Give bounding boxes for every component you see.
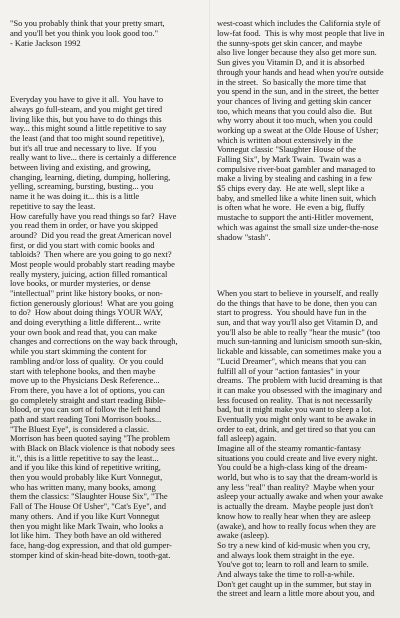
text-line: "So you probably think that your pretty smart, [10, 18, 165, 29]
text-line: changing, learning, dieting, dumping, hollering, [10, 171, 171, 182]
text-line: which was against the small size under-the-nose [217, 221, 379, 232]
text-line: - Katie Jackson 1992 [10, 37, 81, 48]
text-line: From there, you have a lot of options, you can [10, 384, 165, 395]
text-line: start with telephone books, and then maybe [10, 365, 156, 376]
text-line: between living and existing, and growing, [10, 162, 151, 173]
text-line: too, which means that you could also die. But [217, 105, 373, 116]
text-line: changes and corrections on the way back through, [10, 336, 178, 347]
text-line: Morrison has been quoted saying "The problem [10, 433, 170, 444]
text-line: world, but who is to say that the dream-world is [217, 472, 378, 483]
left-column [10, 0, 210, 580]
text-line: is often what he wore. He even a big, fluffy [217, 202, 365, 213]
paragraph [10, 95, 210, 560]
text-line: then you might like Mark Twain, who looks a [10, 520, 164, 531]
text-line: yelling, screaming, bursting, busting... you [10, 181, 154, 192]
spacer [10, 68, 210, 76]
text-line: Fall of The House Of Usher", "Cat's Eye", and [10, 501, 166, 512]
text-line: "The Bluest Eye", is considered a classic. [10, 423, 149, 434]
text-line: go completely straight and start reading Bible- [10, 394, 166, 405]
text-line: rambling and/or loss of quality. Or you could [10, 355, 164, 366]
text-line: you'll also be able to really "hear the music" (too [217, 326, 381, 337]
text-line: really want to live... there is certainly a difference [10, 152, 177, 163]
text-line: situations you could create and live every night. [217, 452, 378, 463]
text-line: You could be a high-class king of the dream- [217, 462, 368, 473]
text-line: Falling Six", by Mark Twain. Twain was a [217, 154, 361, 165]
text-line: move up to the Physicians Desk Reference... [10, 375, 160, 386]
text-line: Most people would probably start reading maybe [10, 258, 175, 269]
text-line: "intellectual" print like history books, or non- [10, 288, 163, 299]
text-line: mustache to support the anti-Hitler movement, [217, 212, 374, 223]
text-line: bad, but it might make you want to sleep a lot. [217, 404, 373, 415]
text-line: compulsive river-boat gambler and managed to [217, 163, 376, 174]
text-line: with Black on Black violence is that nobody sees [10, 443, 175, 454]
text-line: do the things that have to be done, then you can [217, 297, 377, 308]
text-line: (awake), and how to really focus when they are [217, 520, 376, 531]
text-line: first, or did you start with comic books and [10, 239, 155, 250]
text-line: it.", this is a little repetitive to say the least... [10, 452, 159, 463]
text-line: repetitive to say the least. [10, 200, 96, 211]
text-line: you spend in the sun, and in the street, the better [217, 86, 379, 97]
text-line: When you start to believe in yourself, and really [217, 288, 379, 299]
text-line: fall asleep) again. [217, 433, 277, 444]
text-line: them the classics: "Slaughter House Six", "The [10, 491, 168, 502]
text-line: much sun-tanning and lunicism smooth sun-skin, [217, 336, 382, 347]
text-line: start to progress. You should have fun in the [217, 307, 367, 318]
text-line: your own book and read that, you can make [10, 326, 157, 337]
text-line: in the street. So basically the more time that [217, 76, 367, 87]
text-line: the street and learn a little more about you, and [217, 588, 375, 599]
text-line: name it he was doing it... this is a little [10, 191, 140, 202]
text-line: way... this might sound a little repetitive to say [10, 123, 167, 134]
text-line: many others. And if you like Kurt Vonnegut [10, 510, 160, 521]
text-line: which is written about extensively in the [217, 134, 353, 145]
text-line: stomper kind of skin-head bite-down, tooth-gat. [10, 549, 171, 560]
text-line: always go full-steam, and you might get tired [10, 103, 163, 114]
text-line: fiction generously glorious! What are you going [10, 297, 174, 308]
text-line: "Lucid Dreamer", which means that you can [217, 355, 367, 366]
text-line: and always look them straight in the eye. [217, 549, 355, 560]
text-line: know how to really hear when they are asleep [217, 510, 371, 521]
text-line: really mystery, juicing, action filled romantical [10, 268, 168, 279]
text-line: lot like him. They both have an old withered [10, 530, 162, 541]
text-line: Imagine all of the steamy romantic-fantasy [217, 443, 361, 454]
text-line: living like this, but you have to do things this [10, 113, 162, 124]
text-line: asleep your actually awake and when your awake [217, 491, 383, 502]
text-line: baby, and smelled like a white linen suit, which [217, 192, 376, 203]
text-line: your chances of living and getting skin cancer [217, 95, 372, 106]
text-line: tabloids? Then where are you going to go next? [10, 249, 172, 260]
text-line: any less "real" than reality? Maybe when your [217, 481, 375, 492]
text-line: blood, or you can sort of follow the left hand [10, 404, 161, 415]
text-line: How carefully have you read things so far? Have [10, 210, 177, 221]
text-line: working up a sweat at the Olde House of Usher; [217, 124, 379, 135]
text-line: Vonnegut classic "Slaughter House of the [217, 144, 356, 155]
text-line: And always take the time to roll-a-while. [217, 568, 355, 579]
text-line: and you'll bet you think you look good too." [10, 28, 159, 39]
text-line: dreams. The problem with lucid dreaming is that [217, 375, 383, 386]
right-column [217, 0, 395, 618]
text-line: So try a new kind of kid-music when you cry, [217, 539, 371, 550]
text-line: and if you like this kind of repetitive writing, [10, 462, 161, 473]
paragraph [217, 19, 395, 242]
text-line: the sunny-spots get skin cancer, and maybe [217, 37, 363, 48]
text-line: shadow "stash". [217, 231, 271, 242]
text-line: awake (asleep). [217, 530, 270, 541]
text-line: while you start skimming the content for [10, 346, 147, 357]
text-line: Don't get caught up in the summer, but stay in [217, 578, 372, 589]
text-line: face, hang-dog expression, and that old gumper- [10, 539, 172, 550]
epigraph [10, 19, 210, 48]
text-line: fulfill all of your "action fantasies" in your [217, 365, 360, 376]
text-line: less focused on reality. That is not necessarily [217, 394, 373, 405]
text-line: Sun gives you Vitamin D, and it is absorbed [217, 57, 365, 68]
text-line: and doing everything a little different... write [10, 317, 161, 328]
text-line: is actually the dream. Maybe people just don't [217, 501, 374, 512]
text-line: around? Did you read the great American novel [10, 229, 172, 240]
spacer [217, 262, 395, 270]
text-line: to do? How about doing things YOUR WAY, [10, 307, 163, 318]
text-line: it can make you obsessed with the imaginary and [217, 384, 382, 395]
text-line: love books, or murder mysteries, or dense [10, 278, 151, 289]
text-line: through your hands and head when you're outside [217, 66, 384, 77]
text-line: also live longer because they also get more sun. [217, 47, 377, 58]
text-line: sun, and that way you'll also get Vitamin D, and [217, 317, 378, 328]
text-line: You've got to; learn to roll and learn to smile. [217, 559, 369, 570]
text-line: low-fat food. This is why most people that live in [217, 28, 385, 39]
text-line: Everyday you have to give it all. You have to [10, 94, 164, 105]
text-line: then you would probably like Kurt Vonnegut, [10, 472, 163, 483]
text-line: but it's all true and necessary to live. If you [10, 142, 157, 153]
text-line: make a living by stealing and cashing in a few [217, 173, 373, 184]
text-line: path and start reading Toni Morrison books... [10, 413, 162, 424]
paragraph [217, 289, 395, 599]
text-line: lickable and kissable, can sometimes make you a [217, 346, 382, 357]
text-line: west-coast which includes the California style of [217, 18, 381, 29]
text-line: Eventually you might only want to be awake in [217, 413, 376, 424]
text-line: why worry about it too much, when you could [217, 115, 373, 126]
text-line: order to eat, drink, and get tired so that you can [217, 423, 376, 434]
text-line: you read them in order, or have you skipped [10, 220, 158, 231]
text-line: the least (and that too might sound repetitive), [10, 133, 165, 144]
text-line: $5 chips every day. He ate well, slept like a [217, 183, 365, 194]
text-line: who has written many, many books, among [10, 481, 156, 492]
